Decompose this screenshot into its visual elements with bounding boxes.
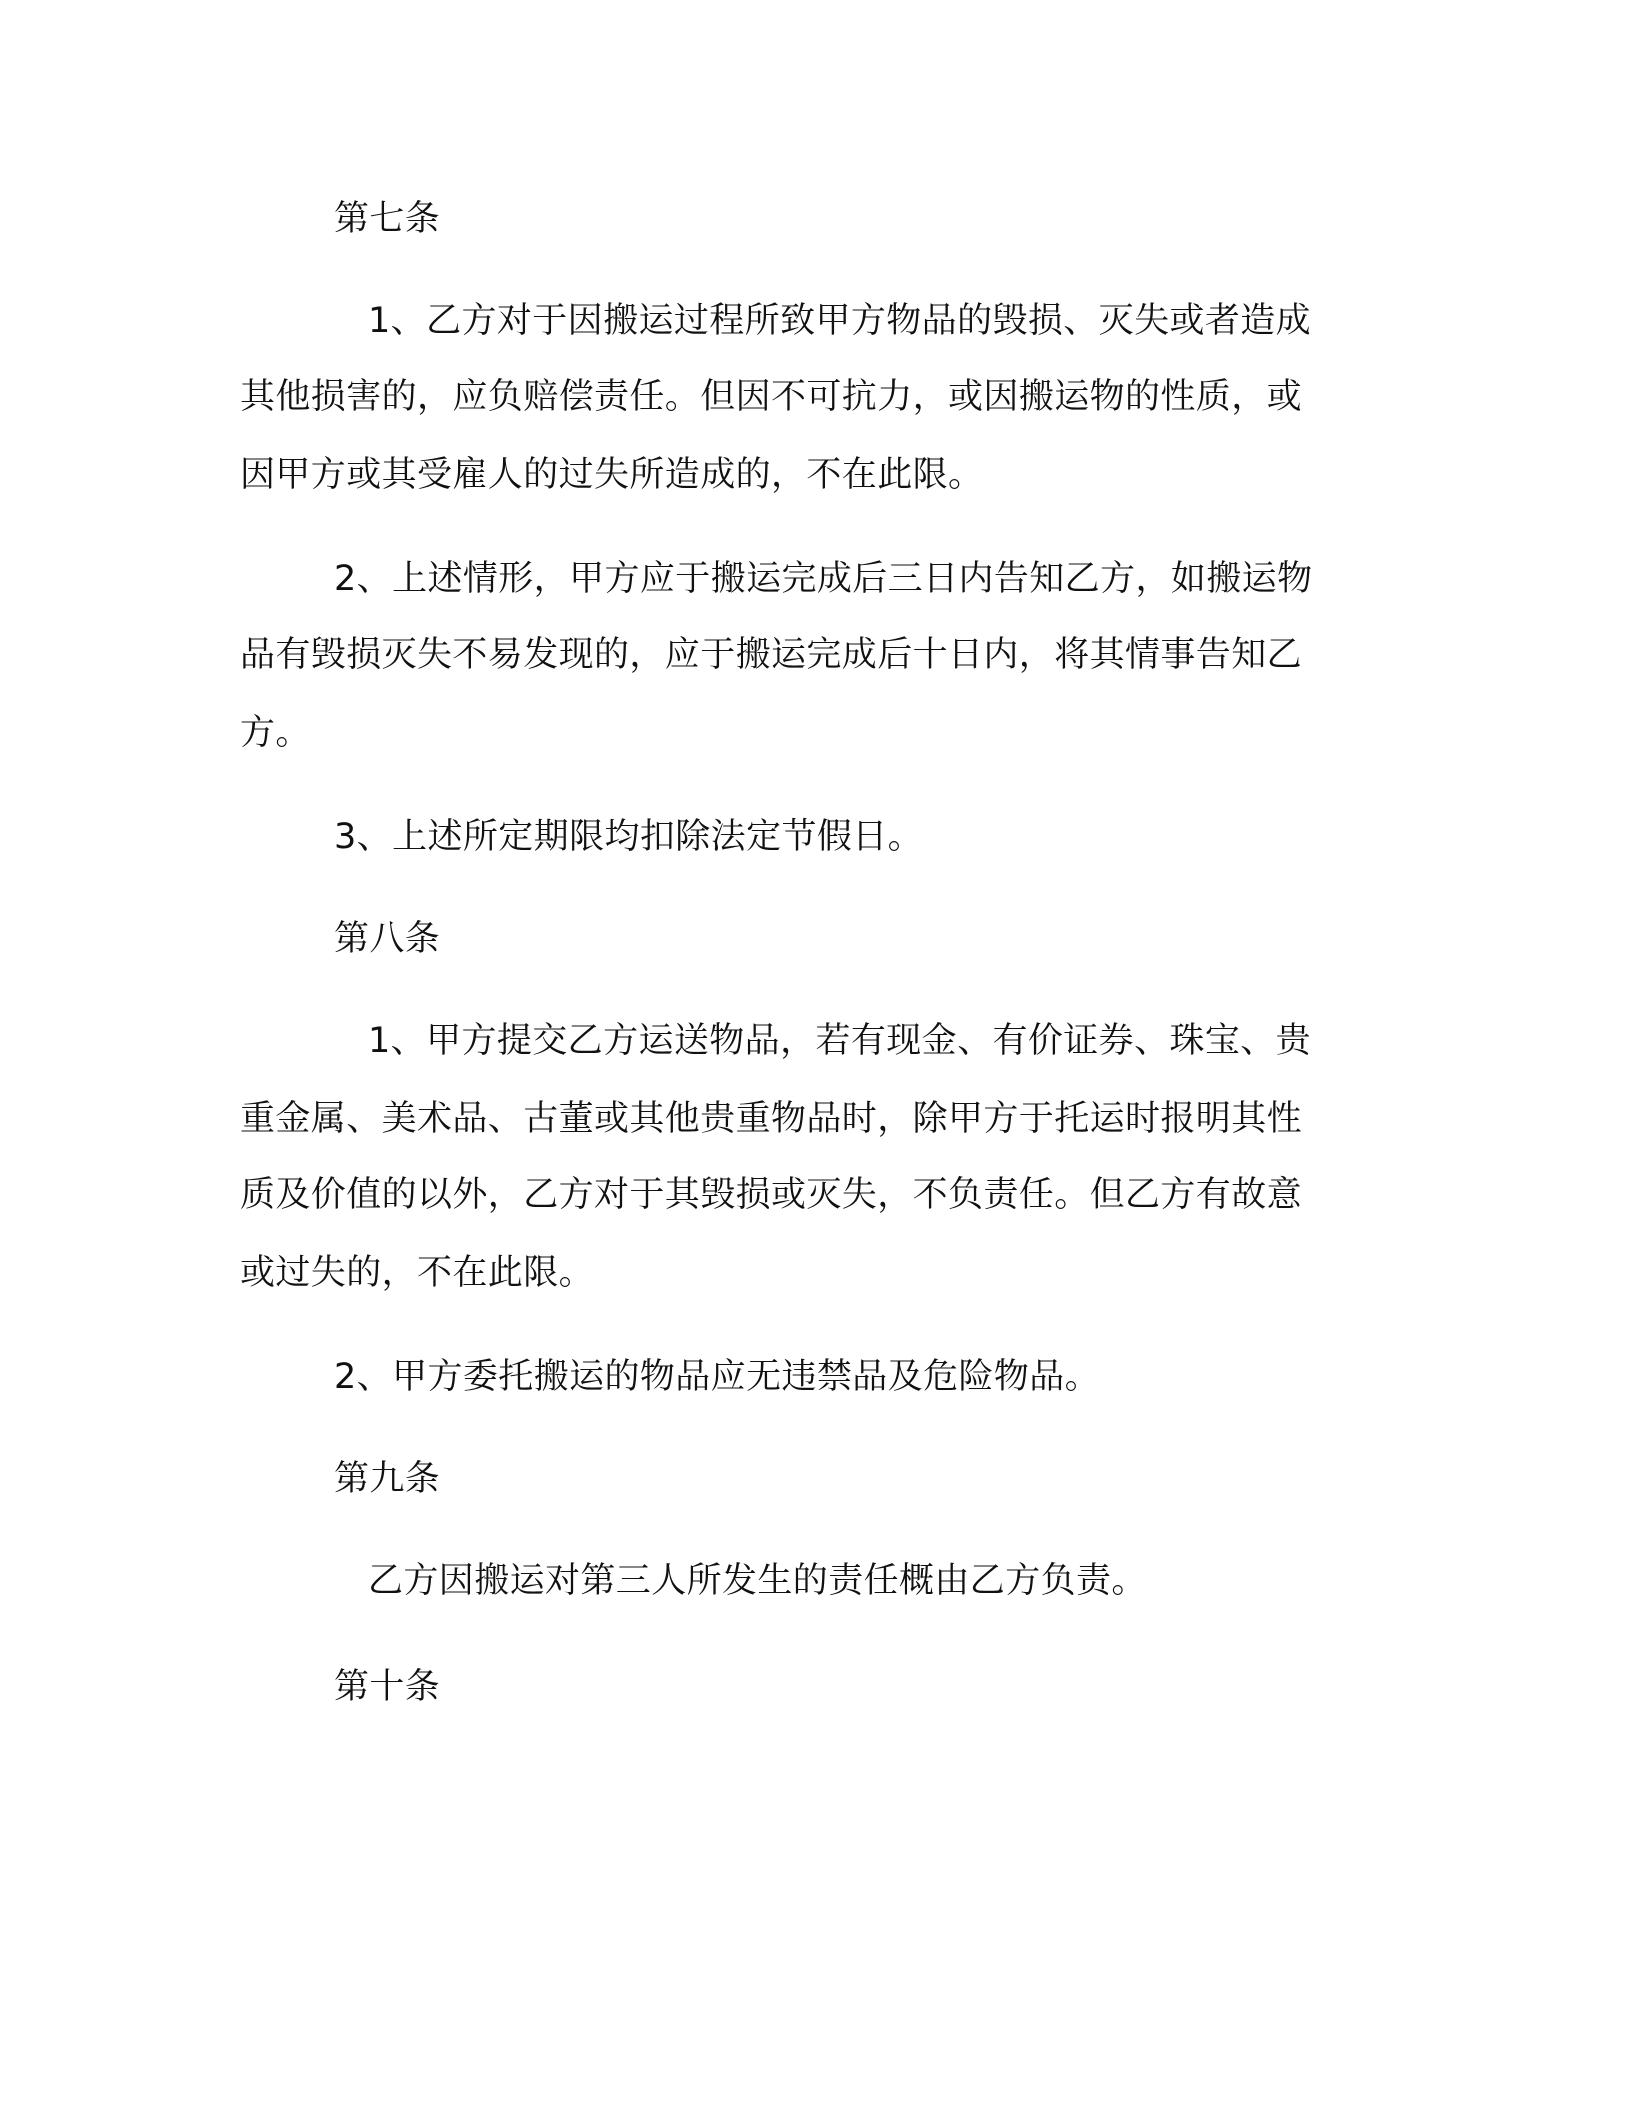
article-9-heading: 第九条 [334,1459,441,1499]
article-9-para-1-line-1: 乙方因搬运对第三人所发生的责任概由乙方负责。 [368,1561,1147,1601]
article-10-heading: 第十条 [334,1667,441,1707]
article-8-para-1-line-1: 1、甲方提交乙方运送物品，若有现金、有价证券、珠宝、贵 [368,1021,1312,1061]
article-7-para-2-line-2: 品有毁损灭失不易发现的，应于搬运完成后十日内，将其情事告知乙 [240,635,1303,675]
article-8-para-1-line-4: 或过失的，不在此限。 [240,1253,595,1293]
article-7-para-3-line-1: 3、上述所定期限均扣除法定节假日。 [334,817,924,857]
article-7-para-1-line-3: 因甲方或其受雇人的过失所造成的，不在此限。 [240,455,984,495]
article-7-para-2-line-1: 2、上述情形，甲方应于搬运完成后三日内告知乙方，如搬运物 [334,559,1313,599]
article-7-para-2-line-3: 方。 [240,713,311,753]
article-8-para-1-line-2: 重金属、美术品、古董或其他贵重物品时，除甲方于托运时报明其性 [240,1099,1303,1139]
article-8-heading: 第八条 [334,919,441,959]
article-7-heading: 第七条 [334,199,441,239]
article-7-para-1-line-2: 其他损害的，应负赔偿责任。但因不可抗力，或因搬运物的性质，或 [240,377,1303,417]
article-8-para-1-line-3: 质及价值的以外，乙方对于其毁损或灭失，不负责任。但乙方有故意 [240,1175,1303,1215]
article-8-para-2-line-1: 2、甲方委托搬运的物品应无违禁品及危险物品。 [334,1357,1101,1397]
article-7-para-1-line-1: 1、乙方对于因搬运过程所致甲方物品的毁损、灭失或者造成 [368,301,1312,341]
